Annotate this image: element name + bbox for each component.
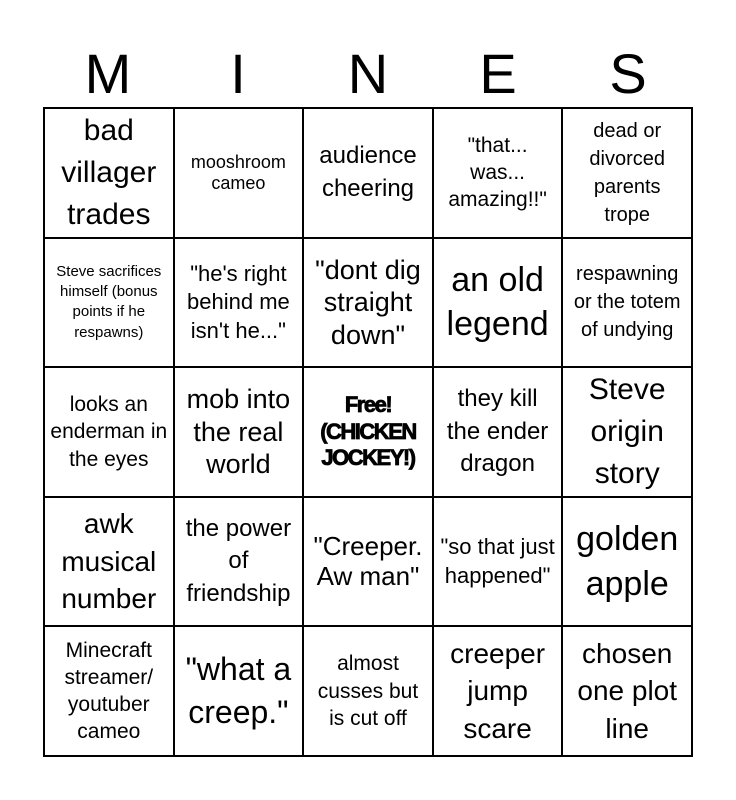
bingo-cell[interactable]: golden apple xyxy=(562,497,692,627)
header-letter-n: N xyxy=(347,42,389,105)
bingo-cell[interactable]: "dont dig straight down" xyxy=(303,238,433,368)
bingo-cell[interactable]: Steve sacrifices himself (bonus points if he respawns) xyxy=(44,238,174,368)
bingo-cell[interactable]: dead or divorced parents trope xyxy=(562,108,692,238)
bingo-cell[interactable]: mob into the real world xyxy=(174,367,304,497)
bingo-cell[interactable]: chosen one plot line xyxy=(562,626,692,756)
header-letter-e: E xyxy=(479,42,517,105)
bingo-cell[interactable]: they kill the ender dragon xyxy=(433,367,563,497)
bingo-cell[interactable]: mooshroom cameo xyxy=(174,108,304,238)
bingo-cell[interactable]: the power of friendship xyxy=(174,497,304,627)
bingo-cell[interactable]: Steve origin story xyxy=(562,367,692,497)
bingo-cell[interactable]: creeper jump scare xyxy=(433,626,563,756)
bingo-cell[interactable]: "that... was... amazing!!" xyxy=(433,108,563,238)
bingo-cell[interactable]: an old legend xyxy=(433,238,563,368)
bingo-cell[interactable]: awk musical number xyxy=(44,497,174,627)
bingo-cell[interactable]: "so that just happened" xyxy=(433,497,563,627)
header-letter-i: I xyxy=(230,42,246,105)
bingo-cell[interactable]: looks an enderman in the eyes xyxy=(44,367,174,497)
header-letter-s: S xyxy=(609,42,647,105)
bingo-cell[interactable]: audience cheering xyxy=(303,108,433,238)
bingo-cell[interactable]: "Creeper. Aw man" xyxy=(303,497,433,627)
bingo-cell[interactable]: Minecraft streamer/ youtuber cameo xyxy=(44,626,174,756)
bingo-header xyxy=(43,40,693,108)
bingo-cell[interactable]: bad villager trades xyxy=(44,108,174,238)
bingo-cell[interactable]: "what a creep." xyxy=(174,626,304,756)
header-letter-m: M xyxy=(84,42,132,105)
free-space-cell[interactable]: Free! (CHICKEN JOCKEY!) xyxy=(303,367,433,497)
bingo-cell[interactable]: "he's right behind me isn't he..." xyxy=(174,238,304,368)
bingo-board xyxy=(43,107,693,757)
bingo-cell[interactable]: almost cusses but is cut off xyxy=(303,626,433,756)
bingo-cell[interactable]: respawning or the totem of undying xyxy=(562,238,692,368)
